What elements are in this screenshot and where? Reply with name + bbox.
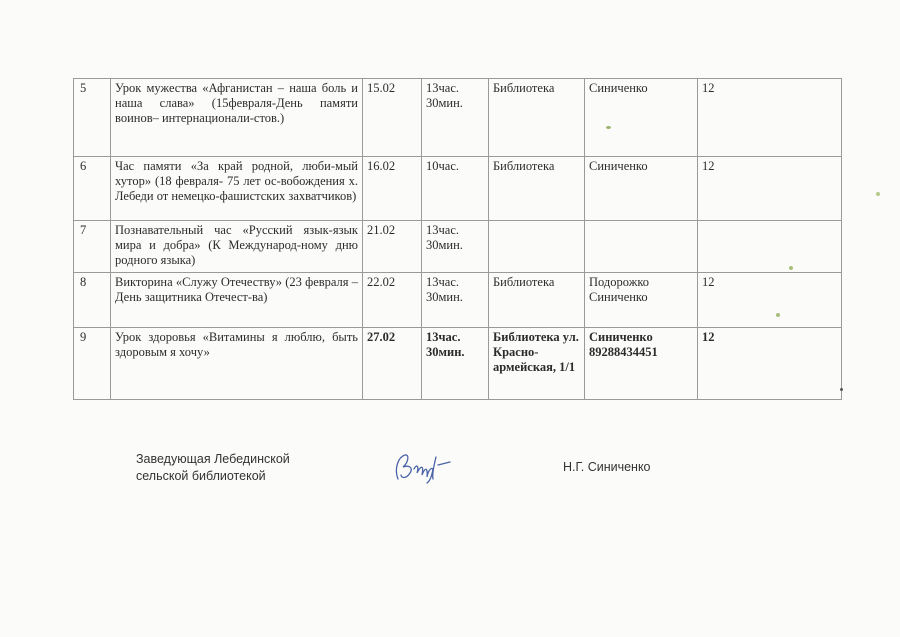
event-title: Час памяти «За край родной, люби-мый хутор» (18 февраля- 75 лет ос-вобождения х. Лебеди от немецко-фашистских захватчиков) — [111, 157, 363, 221]
event-responsible: Синиченко 89288434451 — [585, 328, 698, 400]
event-age — [698, 221, 842, 273]
event-time: 13час. 30мин. — [422, 273, 489, 328]
event-title: Познавательный час «Русский язык-язык мира и добра» (К Международ-ному дню родного языка) — [111, 221, 363, 273]
table-row — [74, 79, 842, 157]
signatory-position — [136, 451, 290, 485]
event-date: 15.02 — [363, 79, 422, 157]
event-date: 22.02 — [363, 273, 422, 328]
scan-speck — [789, 266, 793, 270]
row-number: 8 — [74, 273, 111, 328]
table-row — [74, 328, 842, 400]
table-row — [74, 157, 842, 221]
table-row — [74, 221, 842, 273]
event-place: Библиотека — [489, 79, 585, 157]
event-time: 13час. 30мин. — [422, 79, 489, 157]
event-time: 13час. 30мин. — [422, 221, 489, 273]
event-time: 13час. 30мин. — [422, 328, 489, 400]
event-responsible: Подорожко Синиченко — [585, 273, 698, 328]
events-table — [73, 78, 842, 400]
event-title: Урок мужества «Афганистан – наша боль и наша слава» (15февраля-День памяти воинов– интернационали-стов.) — [111, 79, 363, 157]
signatory-name: Н.Г. Синиченко — [563, 460, 651, 474]
event-responsible: Синиченко — [585, 157, 698, 221]
scan-speck — [876, 192, 880, 196]
row-number: 7 — [74, 221, 111, 273]
position-line-1: Заведующая Лебединской — [136, 452, 290, 466]
event-date: 27.02 — [363, 328, 422, 400]
event-date: 16.02 — [363, 157, 422, 221]
event-place: Библиотека ул. Красно-армейская, 1/1 — [489, 328, 585, 400]
event-age: 12 — [698, 328, 842, 400]
event-date: 21.02 — [363, 221, 422, 273]
scan-speck — [776, 313, 780, 317]
handwritten-signature — [392, 445, 454, 487]
event-place: Библиотека — [489, 273, 585, 328]
event-responsible: Синиченко — [585, 79, 698, 157]
table-row — [74, 273, 842, 328]
row-number: 5 — [74, 79, 111, 157]
event-title: Урок здоровья «Витамины я люблю, быть здоровым я хочу» — [111, 328, 363, 400]
position-line-2: сельской библиотекой — [136, 469, 266, 483]
event-age: 12 — [698, 79, 842, 157]
event-place — [489, 221, 585, 273]
scan-speck — [606, 126, 611, 129]
row-number: 6 — [74, 157, 111, 221]
event-title: Викторина «Служу Отечеству» (23 февраля – День защитника Отечест-ва) — [111, 273, 363, 328]
event-age: 12 — [698, 273, 842, 328]
event-age: 12 — [698, 157, 842, 221]
scan-speck — [840, 388, 843, 391]
event-responsible — [585, 221, 698, 273]
event-time: 10час. — [422, 157, 489, 221]
row-number: 9 — [74, 328, 111, 400]
event-place: Библиотека — [489, 157, 585, 221]
